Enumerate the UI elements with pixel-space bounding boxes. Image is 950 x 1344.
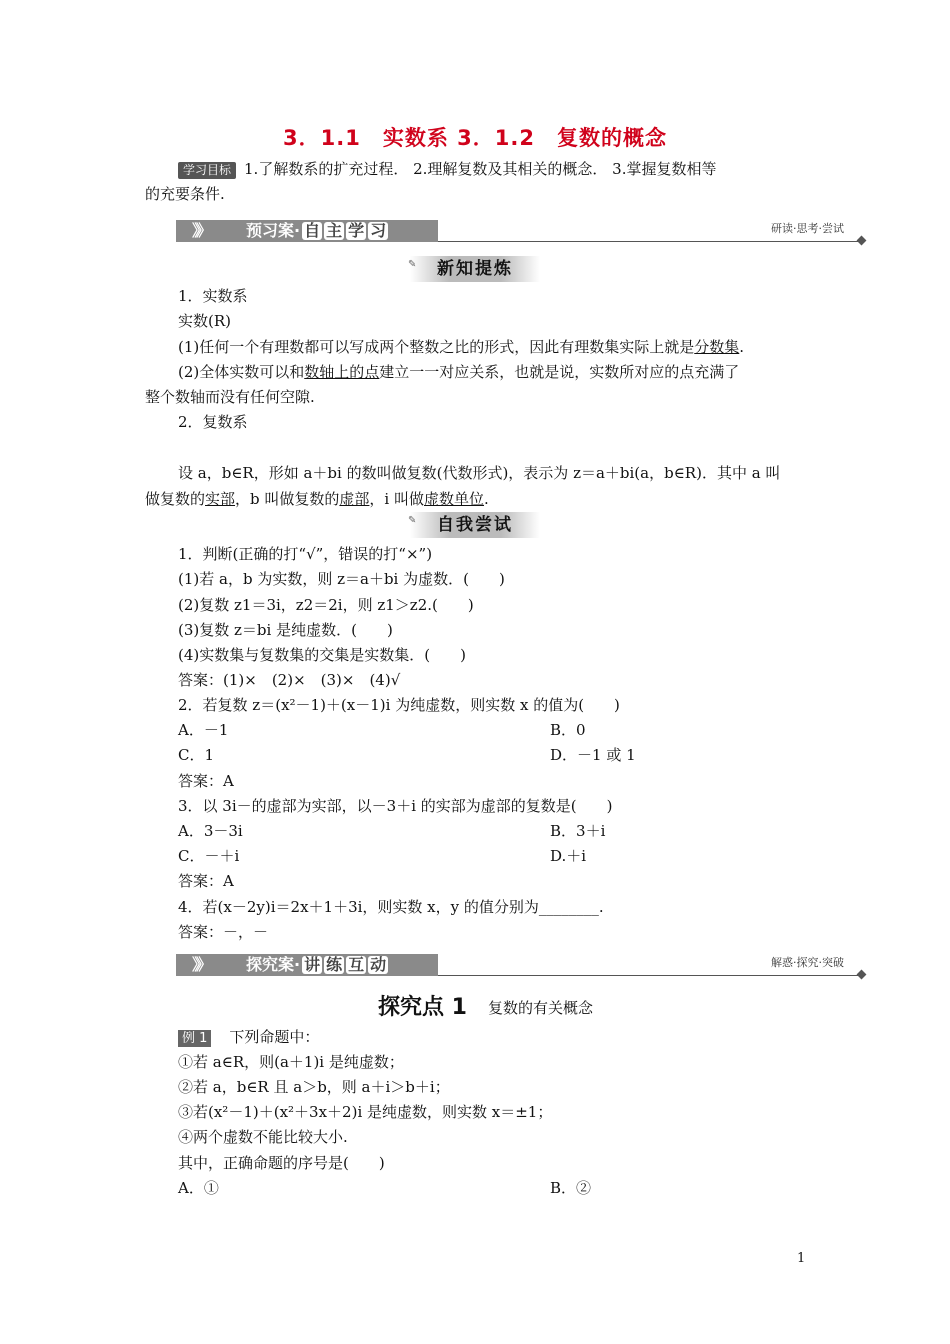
option: B．② xyxy=(550,1179,592,1197)
answer: 答案：(1)× (2)× (3)× (4)√ xyxy=(178,671,401,689)
option: A．－1 xyxy=(178,721,229,739)
banner-title: 探究案· 讲 练 互 动 xyxy=(246,955,387,974)
page-number: 1 xyxy=(797,1251,806,1266)
example-badge: 例 1 xyxy=(178,1030,211,1047)
diamond-icon xyxy=(857,236,867,246)
text-line: 实数(R) xyxy=(178,312,231,330)
question-item: (1)若 a，b 为实数，则 z＝a＋bi 为虚数．( ) xyxy=(178,570,505,588)
learning-goals xyxy=(178,157,808,181)
question-stem: 4．若(x－2y)i＝2x＋1＋3i，则实数 x，y 的值分别为________. xyxy=(178,898,604,916)
sparkle-icon: ✎ xyxy=(408,515,419,526)
question-stem: 3．以 3i－的虚部为实部，以－3＋i 的实部为虚部的复数是( ) xyxy=(178,797,613,815)
option: A．3－3i xyxy=(178,822,243,840)
question-item: (4)实数集与复数集的交集是实数集．( ) xyxy=(178,646,466,664)
answer: 答案：A xyxy=(178,772,234,790)
option: A．① xyxy=(178,1179,219,1197)
banner-title: 预习案· 自 主 学 习 xyxy=(246,221,387,240)
sparkle-icon: ✎ xyxy=(408,259,419,270)
question-stem: 其中，正确命题的序号是( ) xyxy=(178,1154,385,1172)
banner-tagline: 研读·思考·尝试 xyxy=(771,222,844,235)
proposition: ②若 a，b∈R 且 a＞b，则 a＋i＞b＋i； xyxy=(178,1078,450,1096)
question-item: (3)复数 z＝bi 是纯虚数．( ) xyxy=(178,621,393,639)
goal-badge: 学习目标 xyxy=(178,162,236,179)
text-line: (2)全体实数可以和数轴上的点建立一一对应关系，也就是说，实数所对应的点充满了 xyxy=(178,363,740,381)
section-heading: 1．实数系 xyxy=(178,287,248,305)
option: C．－＋i xyxy=(178,847,240,865)
proposition: ①若 a∈R，则(a＋1)i 是纯虚数； xyxy=(178,1053,404,1071)
section-banner-explore xyxy=(176,950,866,980)
option: C．1 xyxy=(178,746,215,764)
question-stem: 2．若复数 z＝(x²－1)＋(x－1)i 为纯虚数，则实数 x 的值为( ) xyxy=(178,696,620,714)
subheading-new-knowledge: ✎ 新知提炼 xyxy=(410,256,540,282)
proposition: ④两个虚数不能比较大小. xyxy=(178,1128,348,1146)
section-banner-preview xyxy=(176,216,866,246)
option: D．－1 或 1 xyxy=(550,746,636,764)
option: B．0 xyxy=(550,721,586,739)
text-line: 做复数的实部，b 叫做复数的虚部，i 叫做虚数单位. xyxy=(145,490,489,508)
question-item: (2)复数 z1＝3i，z2＝2i，则 z1＞z2.( ) xyxy=(178,596,474,614)
subheading-self-try: ✎ 自我尝试 xyxy=(410,512,540,538)
explore-point-title: 探究点 1 xyxy=(378,995,467,1020)
answer: 答案：A xyxy=(178,872,234,890)
explore-point-subtitle: 复数的有关概念 xyxy=(488,999,594,1017)
answer: 答案：－，－ xyxy=(178,923,269,941)
text-line: 设 a，b∈R，形如 a＋bi 的数叫做复数(代数形式)，表示为 z＝a＋bi(a，b∈R)．其中 a 叫 xyxy=(178,464,781,482)
page-title: 3．1.1 实数系 3．1.2 复数的概念 xyxy=(283,126,667,150)
goal-text: 1.了解数系的扩充过程． 2.理解复数及其相关的概念． 3.掌握复数相等 xyxy=(244,160,717,178)
example-stem: 例 1 下列命题中： xyxy=(178,1027,319,1047)
text-line: (1)任何一个有理数都可以写成两个整数之比的形式，因此有理数集实际上就是分数集. xyxy=(178,338,745,356)
text-line: 整个数轴而没有任何空隙. xyxy=(145,388,315,406)
double-chevron-icon: 》》 xyxy=(192,221,209,240)
banner-tagline: 解惑·探究·突破 xyxy=(771,956,844,969)
option: B．3＋i xyxy=(550,822,606,840)
goal-text-cont: 的充要条件. xyxy=(145,185,225,203)
section-heading: 2．复数系 xyxy=(178,413,248,431)
proposition: ③若(x²－1)＋(x²＋3x＋2)i 是纯虚数，则实数 x＝±1； xyxy=(178,1103,553,1121)
option: D.＋i xyxy=(550,847,587,865)
question-stem: 1．判断(正确的打“√”，错误的打“×”) xyxy=(178,545,433,563)
diamond-icon xyxy=(857,970,867,980)
double-chevron-icon: 》》 xyxy=(192,955,209,974)
